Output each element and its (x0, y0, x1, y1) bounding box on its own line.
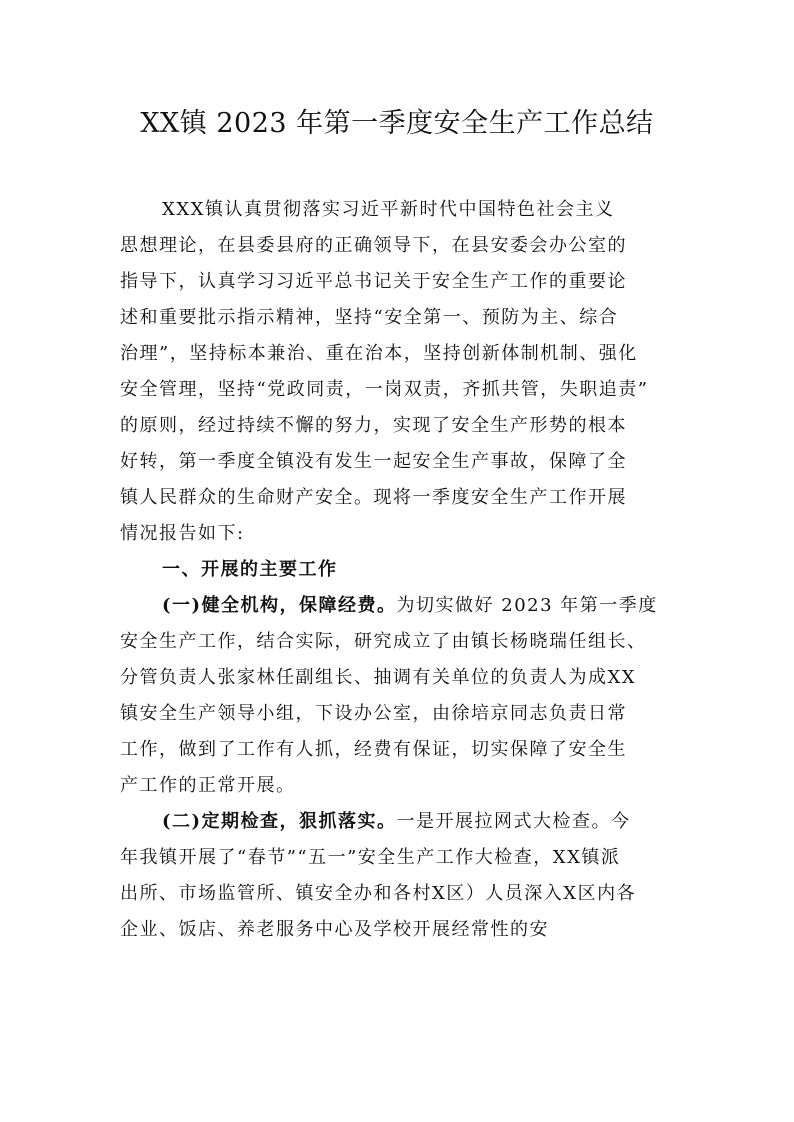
item2-line-2: 年我镇开展了“春节”“五一”安全生产工作大检查，XX镇派 (120, 847, 621, 868)
intro-line-10: 情况报告如下: (120, 523, 245, 544)
item2-line-3: 出所、市场监管所、镇安全办和各村X区）人员深入X区内各 (120, 883, 637, 904)
intro-line-3: 指导下，认真学习习近平总书记关于安全生产工作的重要论 (120, 271, 627, 292)
item2-line-4: 企业、饭店、养老服务中心及学校开展经常性的安 (120, 919, 549, 940)
intro-line-8: 好转，第一季度全镇没有发生一起安全生产事故，保障了全 (120, 451, 627, 472)
intro-line-4: 述和重要批示指示精神，坚持“安全第一、预防为主、综合 (120, 307, 619, 328)
item1-line-5: 工作，做到了工作有人抓，经费有保证，切实保障了安全生 (120, 739, 627, 760)
intro-line-6: 安全管理，坚持“党政同责，一岗双责，齐抓共管，失职追责” (120, 379, 649, 400)
item1-line-6: 产工作的正常开展。 (120, 775, 296, 796)
intro-line-9: 镇人民群众的生命财产安全。现将一季度安全生产工作开展 (120, 487, 627, 508)
intro-line-5: 治理”，坚持标本兼治、重在治本，坚持创新体制机制、强化 (120, 343, 638, 364)
item1-first-line (120, 588, 675, 624)
item1-line-2: 安全生产工作，结合实际，研究成立了由镇长杨晓瑞任组长、 (120, 631, 647, 652)
item2-lead: (二)定期检查，狠抓落实。 (162, 811, 397, 832)
item1-line-3: 分管负责人张家林任副组长、抽调有关单位的负责人为成XX (120, 667, 637, 688)
item1-line-1: 为切实做好 2023 年第一季度 (396, 595, 658, 616)
section-heading: 一、开展的主要工作 (162, 559, 338, 580)
intro-lead: XXX镇 (162, 199, 225, 220)
document-body (120, 192, 675, 948)
intro-line-2: 思想理论，在县委县府的正确领导下，在县安委会办公室的 (120, 235, 627, 256)
document-title: XX镇 2023 年第一季度安全生产工作总结 (140, 108, 654, 139)
intro-line-7: 的原则，经过持续不懈的努力，实现了安全生产形势的根本 (120, 415, 627, 436)
item2-first-line (120, 804, 675, 840)
intro-first-line (120, 192, 675, 228)
item1-lead: (一)健全机构，保障经费。 (162, 595, 397, 616)
item2-line-1: 一是开展拉网式大检查。今 (396, 811, 631, 832)
item1-line-4: 镇安全生产领导小组，下设办公室，由徐培京同志负责日常 (120, 703, 627, 724)
intro-line-1: 认真贯彻落实习近平新时代中国特色社会主义 (224, 199, 615, 220)
